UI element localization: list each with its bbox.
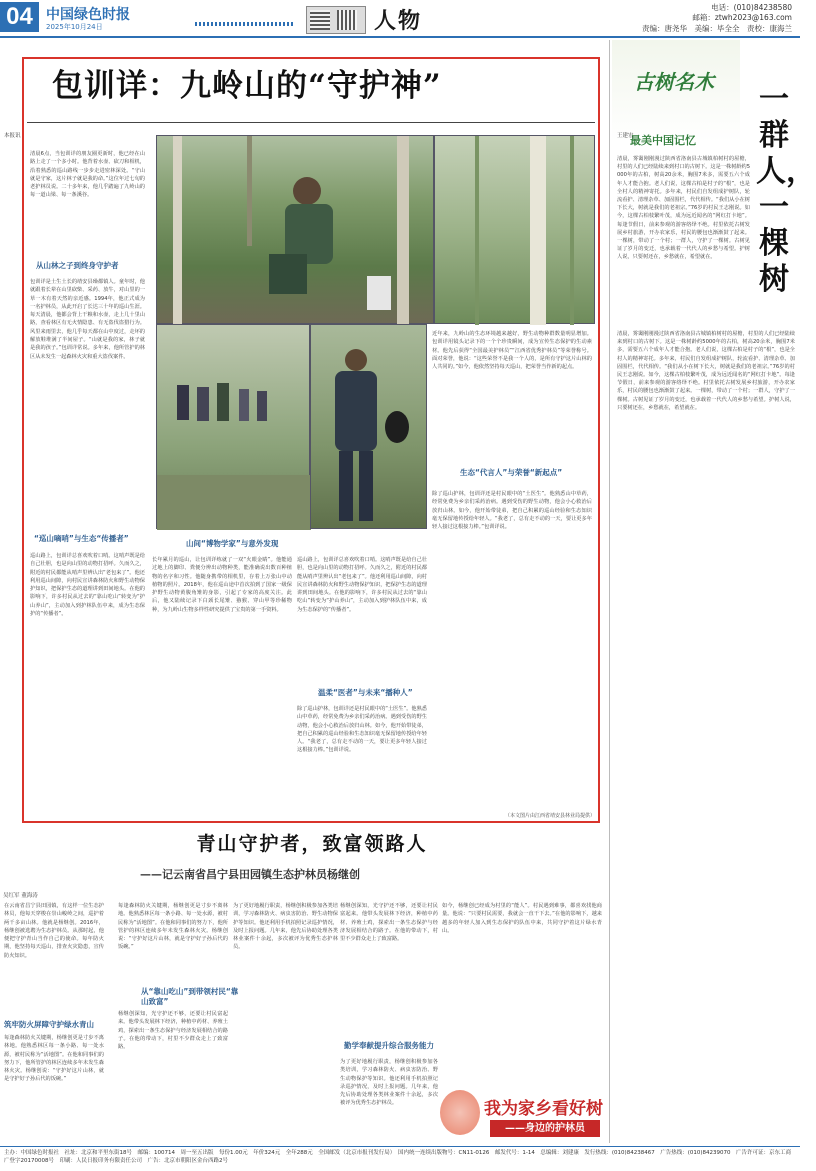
sidebar-logo-subtitle: 最美中国记忆 [630,134,696,147]
second-byline: 吴红军 董海涛 [3,893,38,899]
section-title: 人物 [374,8,423,34]
page-header [0,0,800,36]
title-rule [27,122,595,123]
campaign-badge-icon [440,1090,480,1135]
photo-credit: （本文图片由江西省靖安县林业局提供） [504,813,595,819]
footer-rule [0,1146,800,1147]
main-col3-body-2: 除了巡山护林，包训详还是村民眼中的“土医生”。他熟悉山中草药，经常免费为乡亲们采药治病。遇到受伤的野生动物，他会小心救治后放归山林。如今，他开始带徒弟，把自己积累的巡山经验和生态知识毫无保留地传授给年轻人。“我老了，总有走不动的一天，要让更多年轻人接过这根接力棒。”包训详说。 [297,706,427,754]
second-col4-body: 杨继创深知，光守护还不够，还要让村民富起来。他带头发展林下经济，种植中药材、养殖土鸡，探索出一条生态保护与经济发展相结合的路子。在他的带动下，村里不少群众走上了致富路。 [340,903,438,943]
second-col4-body-2: 为了更好地履行职责，杨继创积极参加各类培训，学习森林防火、病虫害防治、野生动物保护等知识。他还利用手机拍照记录巡护情况，及时上报问题。几年来，他先后协助处理各类林业案件十余起，多次被评为优秀生态护林员。 [340,1059,438,1107]
main-col4-body-2: 除了巡山护林，包训详还是村民眼中的“土医生”。他熟悉山中草药，经常免费为乡亲们采药治病。遇到受伤的野生动物，他会小心救治后放归山林。如今，他开始带徒弟，把自己积累的巡山经验和生态知识毫无保留地传授给年轻人。“我老了，总有走不动的一天，要让更多年轻人接过这根接力棒。”包训详说。 [432,491,592,531]
campaign-title: 我为家乡看好树 [484,1099,603,1119]
photo-bamboo [434,135,595,324]
second-col5-body: 如今，杨继创已经成为村里的“能人”。村民遇到难事，都喜欢找他商量。他说：“只要村民需要，我就会一直干下去。”在他的影响下，越来越多的年轻人加入到生态保护的队伍中来，共同守护着这片绿水青山。 [442,903,602,934]
main-col3-body: 巡山路上，包训详总喜欢吹着口哨。这哨声既是给自己壮胆，也是向山里的动物打招呼。久而久之，附近的村民都能从哨声里辨认出“老包来了”。他还利用巡山间隙，向村民宣讲森林防火和野生动物保护知识，把保护生态的道理讲到田间地头。在他的影响下，许多村民从过去的“靠山吃山”转变为“护山养山”，主动加入到护林队伍中来，成为生态保护的“传播者”。 [297,557,427,613]
second-col3-body: 为了更好地履行职责，杨继创积极参加各类培训，学习森林防火、病虫害防治、野生动物保护等知识。他还利用手机拍照记录巡护情况，及时上报问题。几年来，他先后协助处理各类林业案件十余起，多次被评为优秀生态护林员。 [233,903,338,951]
main-col1-body-2: 巡山路上，包训详总喜欢吹着口哨。这哨声既是给自己壮胆，也是向山里的动物打招呼。久而久之，附近的村民都能从哨声里辨认出“老包来了”。他还利用巡山间隙，向村民宣讲森林防火和野生动物保护知识，把保护生态的道理讲到田间地头。在他的影响下，许多村民从过去的“靠山吃山”转变为“护山养山”，主动加入到护林队伍中来，成为生态保护的“传播者”。 [30,553,145,618]
sidebar-vertical-headline: 一群人，一棵树 [756,82,816,297]
subhead-1: 从山林之子到终身守护者 [36,261,119,270]
page-number: 04 [0,2,39,32]
header-rule [0,36,800,38]
footer-imprint: 主办：中国绿色时报社 社址：北京和平里东街18号 邮编：100714 周一至五出版 每份1.00元 年价324元 全年288元 全国邮发（北京市报刊发行局） 国内统一连续出版物号：CN11-0126 邮发代号：1-14 总编辑：刘建康 发行热线：(010)84238467 广告热线：(010)84239070 广告许可证：京东工商广登字20170008号 印刷：人民日报印务有限责任公司 广告：北京市朝阳区金台西路2号 [4,1150,791,1164]
sidebar-byline: 王建宏 [617,133,634,139]
main-col2-body: 长年累月的巡山，让包训详练就了一双“火眼金睛”。他能通过地上的脚印、粪便分辨出动物种类，能准确说出数百种植物的名字和习性。他随身携带的相机里，存着上万张山中动植物的照片。2018年，他在巡山途中首次拍到了国家一级保护野生动物黄腹角雉的身影，引起了专家的高度关注。此后，他又陆续记录下白颈长尾雉、猕猴、穿山甲等珍稀物种，为九岭山生物多样性研究提供了宝贵的第一手资料。 [152,557,292,613]
issue-date: 2025年10月24日 [46,23,103,31]
second-subhead-2: 从“靠山吃山”到带领村民“靠山致富” [141,987,239,1006]
editor-credits: 责编：唐尧华 美编：毕全全 责校：康海兰 [642,24,792,33]
campaign-subtitle: ——身边的护林员 [490,1120,600,1137]
newspaper-name: 中国绿色时报 [46,7,130,23]
decor-stripes [195,22,293,26]
second-col2-body: 每逢森林防火关键期，杨继创更是寸步不离林地。他熟悉林区每一条小路、每一处水源，被村民称为“活地图”。在他和同事们的努力下，他所管护的林区连续多年未发生森林火灾。杨继创说：“守护好这片山林，就是守护好子孙后代的饭碗。” [118,903,228,951]
second-col1-body-2: 每逢森林防火关键期，杨继创更是寸步不离林地。他熟悉林区每一条小路、每一处水源，被村民称为“活地图”。在他和同事们的努力下，他所管护的林区连续多年未发生森林火灾。杨继创说：“守护好这片山林，就是守护好子孙后代的饭碗。” [4,1035,104,1083]
second-article-title: 青山守护者，致富领路人 [196,833,428,855]
qr-code [306,6,366,34]
contact-email: 邮箱：ztwh2023@163.com [692,13,792,22]
subhead-3: 山间“博物学家”与意外发现 [186,539,279,548]
sidebar-body-wide: 清晨，雾霭刚刚漫过陕西省洛南县古城镇柏树村的屋檐，村里的人们已经陆续来到村口的古树下。这是一株树龄约5000年的古柏，树高20余米，胸围7米多，需要五六个成年人才能合抱。老人们说，这棵古柏是村子的“根”，也是全村人的精神寄托。多年来，村民们自发组成护树队，轮流看护、清理杂草、加固围栏，代代相传。“我们从小在树下长大，树就是我们的老祖宗。”76岁的村民王志刚说。如今，这棵古柏枝繁叶茂，成为远近闻名的“网红打卡地”。每逢节假日，前来参观的游客络绎不绝。村里依托古树发展乡村旅游，开办农家乐，村民的腰包也渐渐鼓了起来。一棵树，带动了一个村；一群人，守护了一棵树。古树见证了岁月的变迁，也承载着一代代人的乡愁与希望。护树人说，只要树还在，乡愁就在，希望就在。 [617,331,795,411]
second-subhead-3: 勤学奉献提升综合服务能力 [344,1041,434,1050]
subhead-2: “巡山嘀哨”与生态“传播者” [34,534,129,543]
main-col1-body: 包训详是土生土长的靖安县璪都镇人。童年时，他就跟着长辈在山里砍柴、采药、放牛，对山里的一草一木有着天然的亲近感。1994年，他正式成为一名护林员，从此开启了长达三十年的巡山生涯。每天清晨，他都会背上干粮和水壶，走上几十里山路，查看林区有无火情隐患、有无盗伐盗猎行为。风里来雨里去，他几乎每天都在山中度过，走坏的解放鞋堆满了半间屋子。“山就是我的家，林子就是我的孩子。”包训详常说。多年来，他所管护的林区从未发生一起森林火灾和重大盗伐案件。 [30,279,145,360]
main-intro: 清晨6点，当包训详的朋友圈更新时，他已经在山路上走了一个多小时。他背着水壶、砍刀和相机，沿着熟悉的巡山路线一步步走进密林深处。“守山就是守家，这片林子就是我的命。”这位年过七旬的老护林员说。二十多年来，他几乎踏遍了九岭山的每一道山梁、每一条溪谷。 [30,151,145,199]
main-byline: 本报讯 [4,133,21,139]
main-col4-body: 近年来，九岭山的生态环境越来越好，野生动物种群数量明显增加。包训详用镜头记录下的一个个珍贵瞬间，成为宣传生态保护的生动素材。他先后获得“全国最美护林员”“江西省优秀护林员”等荣誉称号。面对荣誉，他说：“这些荣誉不是我一个人的，是所有守护这片山林的人共同的。”如今，他依然坚持每天巡山，把荣誉当作新的起点。 [432,331,592,371]
photo-ranger-animal [310,324,427,529]
sidebar-divider [609,40,610,1143]
second-article-subtitle: ——记云南省昌宁县田园镇生态护林员杨继创 [140,868,360,881]
sidebar-logo: 古树名木 [634,70,714,94]
contact-phone: 电话：(010)84238580 [711,3,792,12]
subhead-5: 温柔“医者”与未来“播种人” [318,688,413,697]
second-col2-body-2: 杨继创深知，光守护还不够，还要让村民富起来。他带头发展林下经济，种植中药材、养殖土鸡，探索出一条生态保护与经济发展相结合的路子。在他的带动下，村里不少群众走上了致富路。 [118,1011,228,1051]
photo-patrol-team [156,324,310,529]
second-col1-body: 在云南省昌宁县田园镇，有这样一位生态护林员，他每天穿梭在崇山峻岭之间，巡护着两千多亩山林。他就是杨继创。2016年，杨继创被选聘为生态护林员。从那时起，他便把守护青山当作自己的使命。每年防火期，他坚持每天巡山，排查火灾隐患，宣传防火知识。 [4,903,104,959]
second-subhead-1: 筑牢防火屏障守护绿水青山 [4,1020,94,1029]
sidebar-body: 清晨，雾霭刚刚漫过陕西省洛南县古城镇柏树村的屋檐，村里的人们已经陆续来到村口的古树下。这是一株树龄约5000年的古柏，树高20余米，胸围7米多，需要五六个成年人才能合抱。老人们说，这棵古柏是村子的“根”，也是全村人的精神寄托。多年来，村民们自发组成护树队，轮流看护、清理杂草、加固围栏，代代相传。“我们从小在树下长大，树就是我们的老祖宗。”76岁的村民王志刚说。如今，这棵古柏枝繁叶茂，成为远近闻名的“网红打卡地”。每逢节假日，前来参观的游客络绎不绝。村里依托古树发展乡村旅游，开办农家乐，村民的腰包也渐渐鼓了起来。一棵树，带动了一个村；一群人，守护了一棵树。古树见证了岁月的变迁，也承载着一代代人的乡愁与希望。护树人说，只要树还在，乡愁就在，希望就在。 [617,156,750,261]
subhead-4: 生态“代言人”与荣誉“新起点” [460,468,563,477]
sidebar-logo-box [612,40,740,147]
main-article-title: 包训详：九岭山的“守护神” [52,68,442,104]
photo-forest-patrol [156,135,434,324]
